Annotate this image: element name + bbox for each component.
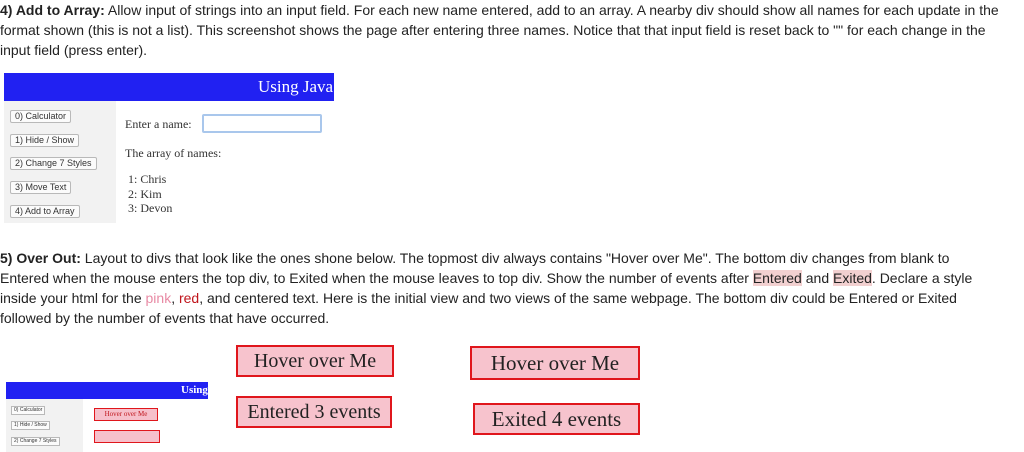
calculator-button[interactable]: 0) Calculator: [10, 110, 71, 123]
calculator-button[interactable]: 0) Calculator: [11, 406, 45, 415]
entered-events-div: Entered 3 events: [236, 396, 392, 428]
change-styles-button[interactable]: 2) Change 7 Styles: [10, 157, 97, 170]
over-out-screenshot: [6, 382, 208, 452]
name-input-label: Enter a name:: [125, 117, 192, 131]
change-styles-button[interactable]: 2) Change 7 Styles: [11, 437, 60, 446]
hover-over-me-div-entered-view[interactable]: Hover over Me: [236, 345, 394, 377]
names-list: [128, 172, 172, 216]
move-text-button[interactable]: 3) Move Text: [10, 181, 71, 194]
section-5-and: and: [801, 270, 833, 286]
pink-word: pink: [145, 290, 172, 306]
add-to-array-button[interactable]: 4) Add to Array: [10, 205, 80, 218]
empty-quote: "": [833, 22, 844, 38]
entered-highlight: Entered: [752, 270, 802, 286]
section-4-paragraph: [0, 0, 1000, 60]
section-4-text-end: for each change in the input field (press enter).: [0, 22, 986, 58]
events-div: [94, 430, 160, 443]
title-bar: [4, 73, 343, 101]
page-title: Using: [181, 384, 208, 396]
name-entry: 3: Devon: [128, 201, 173, 215]
exited-events-div: Exited 4 events: [473, 403, 640, 435]
section-4-text: Allow input of strings into an input field. For each new name entered, add to an array. A nearby div should show all names for each update in the format shown (this is not a list). This screenshot shows the page after entering three names. Notice that that input field is reset back to: [0, 2, 999, 38]
array-caption: The array of names:: [125, 146, 222, 160]
name-entry: 2: Kim: [128, 186, 162, 201]
page-title: Using JavaS: [258, 77, 343, 96]
section-4-heading: 4) Add to Array:: [0, 2, 105, 18]
hide-show-button[interactable]: 1) Hide / Show: [11, 421, 50, 430]
section-5-text-2: . Declare a style inside your html for the: [0, 270, 973, 306]
title-bar: [6, 382, 208, 399]
name-entry: 1: Chris: [128, 172, 167, 186]
exited-highlight: Exited: [833, 270, 872, 286]
name-input[interactable]: [202, 114, 322, 133]
section-5-paragraph: [0, 248, 1000, 328]
section-5-heading: 5) Over Out:: [0, 250, 81, 266]
section-5-text: Layout to divs that look like the ones shone below. The topmost div always contains "Hover over Me". The bottom div changes from blank to Entered when the mouse enters the top div, to Exited when the mouse leaves to top div. Show the number of events after: [0, 250, 950, 286]
red-word: red: [178, 290, 200, 306]
hover-over-me-div[interactable]: Hover over Me: [94, 408, 158, 421]
section-5-text-3: , and centered text. Here is the initial view and two views of the same webpage. The bottom div could be Entered or Exited followed by the number of events that have occurred.: [0, 290, 957, 326]
section-5-comma: ,: [171, 290, 179, 306]
hover-over-me-div-exited-view[interactable]: Hover over Me: [470, 346, 640, 380]
hide-show-button[interactable]: 1) Hide / Show: [10, 134, 79, 147]
